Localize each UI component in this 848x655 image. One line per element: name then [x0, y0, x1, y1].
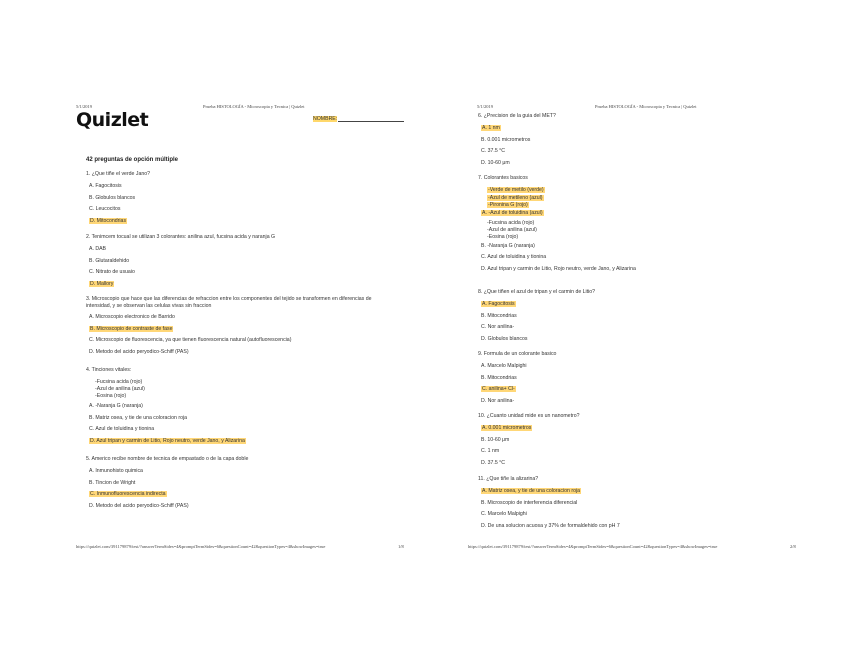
sub-item: -Eosina (rojo) — [487, 233, 519, 240]
sub-item: -Fucsina acida (rojo) — [487, 219, 535, 226]
highlighted-answer: -Pironina G (rojo) — [488, 202, 528, 208]
header-title: Prueba HISTOLOGÍA - Microscopia y Tecnica | Quizlet — [595, 104, 697, 109]
answer-option — [481, 488, 581, 495]
highlighted-answer: -Azul de metileno (azul) — [488, 194, 543, 201]
answer-option: B. Mitocondrias — [481, 312, 517, 319]
answer-option: A. -Naranja G (naranja) — [89, 403, 143, 409]
answer-option: A. DAB — [89, 246, 107, 252]
answer-option: D. 37.5 °C — [481, 459, 505, 466]
answer-option — [89, 491, 167, 498]
answer-option: C. Marcelo Malpighi — [481, 511, 527, 517]
answer-option: D. Metodo del acido peryodico-Schiff (PAS) — [89, 502, 189, 509]
footer-page: 2/8 — [790, 544, 796, 549]
answer-option: D. Metodo del acido peryodico-Schiff (PAS) — [89, 348, 189, 355]
answer-option — [481, 301, 516, 308]
answer-option: A. Inmunohisto quimica — [89, 468, 143, 474]
answer-option: C. Azul de toluidina y tionina — [89, 426, 155, 432]
answer-option: D. De una solucion acuosa y 37% de formaldehido con pH 7 — [481, 522, 620, 529]
highlighted-answer: D. Mallory — [90, 280, 114, 287]
answer-option: D. Azul tripan y carmin de Litio, Rojo neutro, verde Jano, y Alizarina — [481, 265, 636, 272]
highlighted-answer: -Verde de metilo (verde) — [488, 187, 544, 193]
answer-option: B. Matriz osea, y tie de una coloracion roja — [89, 414, 188, 421]
question-text: 2. Tenimcem tocual se utilizan 3 colorantes: anilina azul, fucsina acida y naranja G — [86, 234, 276, 240]
question-text: 6. ¿Precision de la guia del MET? — [478, 113, 556, 119]
question-text: 3. Microscopio que hace que las diferencias de refraccion entre los componentes del tejido se transformen en diferencias de intensidad, y se observan las celulas vivas sin fraccion — [86, 296, 372, 309]
answer-option: D. 10-60 μm — [481, 159, 510, 166]
answer-option: C. 37.5 °C — [481, 148, 505, 154]
sub-item: -Fucsina acida (rojo) — [95, 379, 143, 385]
answer-option: B. Microscopio de interferencia diferencial — [481, 499, 578, 506]
highlighted-answer: D. Mitocondrias — [90, 217, 127, 224]
sub-item: -Eosina (rojo) — [95, 393, 127, 399]
highlighted-answer: A. -Azul de toluidina (azul) — [482, 209, 543, 216]
question-text: 11. ¿Que tiñe la alizarina? — [478, 476, 539, 482]
answer-option — [481, 210, 544, 217]
answer-option: C. Microscopio de fluorescencia, ya que tienen fluorescencia natural (autofluorescencia) — [89, 337, 292, 343]
name-label: NOMBRE: — [313, 116, 338, 122]
highlighted-answer: A. Fagocitosis — [482, 301, 515, 307]
sub-item — [487, 187, 545, 194]
answer-option: C. Leucocitos — [89, 206, 121, 212]
sub-item: -Azul de anilina (azul) — [487, 226, 537, 233]
header-title: Prueba HISTOLOGÍA - Microscopia y Tecnica | Quizlet — [203, 104, 305, 109]
answer-option: C. 1 nm — [481, 448, 500, 454]
answer-option: D. Globulos blancos — [481, 335, 528, 342]
document-page-right — [424, 0, 848, 655]
answer-option: A. Fagocitosis — [89, 183, 122, 189]
question-text: 9. Formula de un colorante basico — [478, 351, 557, 357]
name-field — [313, 116, 404, 122]
question-text: 4. Tinciones vitales: — [86, 367, 132, 373]
name-line — [338, 121, 404, 122]
answer-option: C. Nor anilina- — [481, 324, 515, 330]
highlighted-answer: C. Inmunofluorescencia indirecta — [90, 491, 166, 497]
header-date: 5/1/2019 — [76, 104, 93, 109]
answer-option: B. -Naranja G (naranja) — [481, 242, 535, 249]
answer-option — [481, 386, 516, 393]
sub-item — [487, 195, 544, 202]
sub-item: -Azul de anilina (azul) — [95, 386, 145, 392]
answer-option: C. Nitrato de usuaio — [89, 269, 135, 275]
highlighted-answer: B. Microscopio de contraste de fase — [90, 325, 173, 332]
footer-url: https://quizlet.com/391179879/test/?answerTermSides=4&promptTermSides=6&questionCount=42&questionTypes=4&showImages=true — [76, 544, 326, 549]
answer-option: D. Nor anilina- — [481, 397, 515, 404]
section-title: 42 preguntas de opción múltiple — [86, 157, 179, 163]
answer-option — [481, 125, 501, 132]
question-text: 7. Colorantes basicos — [478, 175, 528, 181]
question-text: 5. Americo recibe nombre de tecnica de empastado o de la capa doble — [86, 456, 249, 462]
answer-option — [89, 438, 246, 445]
answer-option: A. Marcelo Malpighi — [481, 363, 527, 369]
answer-option: B. Mitocondrias — [481, 374, 517, 381]
question-text: 1. ¿Que tiñe el verde Jano? — [86, 171, 151, 177]
answer-option: B. 0.001 micrometros — [481, 136, 531, 143]
answer-option: B. Glutaraldehido — [89, 257, 130, 264]
answer-option: B. Globulos blancos — [89, 194, 136, 201]
highlighted-answer: A. 1 nm — [482, 125, 500, 131]
footer-page: 1/8 — [398, 544, 404, 549]
question-text: 8. ¿Que tiñen el azul de tripan y el carmin de Litio? — [478, 289, 596, 295]
answer-option: B. Tincion de Wright — [89, 479, 136, 486]
highlighted-answer: D. Azul tripan y carmin de Litio, Rojo neutro, verde Jano, y Alizarina — [90, 437, 245, 444]
answer-option — [89, 218, 127, 225]
answer-option — [89, 326, 173, 333]
highlighted-answer: A. Matriz osea, y tie de una coloracion roja — [482, 488, 581, 494]
quizlet-logo: Quizlet — [76, 109, 149, 131]
answer-option: C. Azul de toluidina y tionina — [481, 254, 547, 260]
header-date: 5/1/2019 — [477, 104, 494, 109]
answer-option: A. Microscopio electronico de Barrido — [89, 314, 175, 320]
answer-option — [89, 281, 114, 288]
highlighted-answer: C. anilina+ Cl- — [482, 386, 515, 392]
question-text: 10. ¿Cuanto unidad mide es un nanometro? — [478, 413, 580, 419]
footer-url: https://quizlet.com/391179879/test/?answerTermSides=4&promptTermSides=6&questionCount=42&questionTypes=4&showImages=true — [468, 544, 718, 549]
sub-item — [487, 202, 529, 209]
answer-option: B. 10-60 μm — [481, 436, 510, 443]
answer-option — [481, 425, 532, 432]
highlighted-answer: A. 0.001 micrometros — [482, 425, 532, 431]
